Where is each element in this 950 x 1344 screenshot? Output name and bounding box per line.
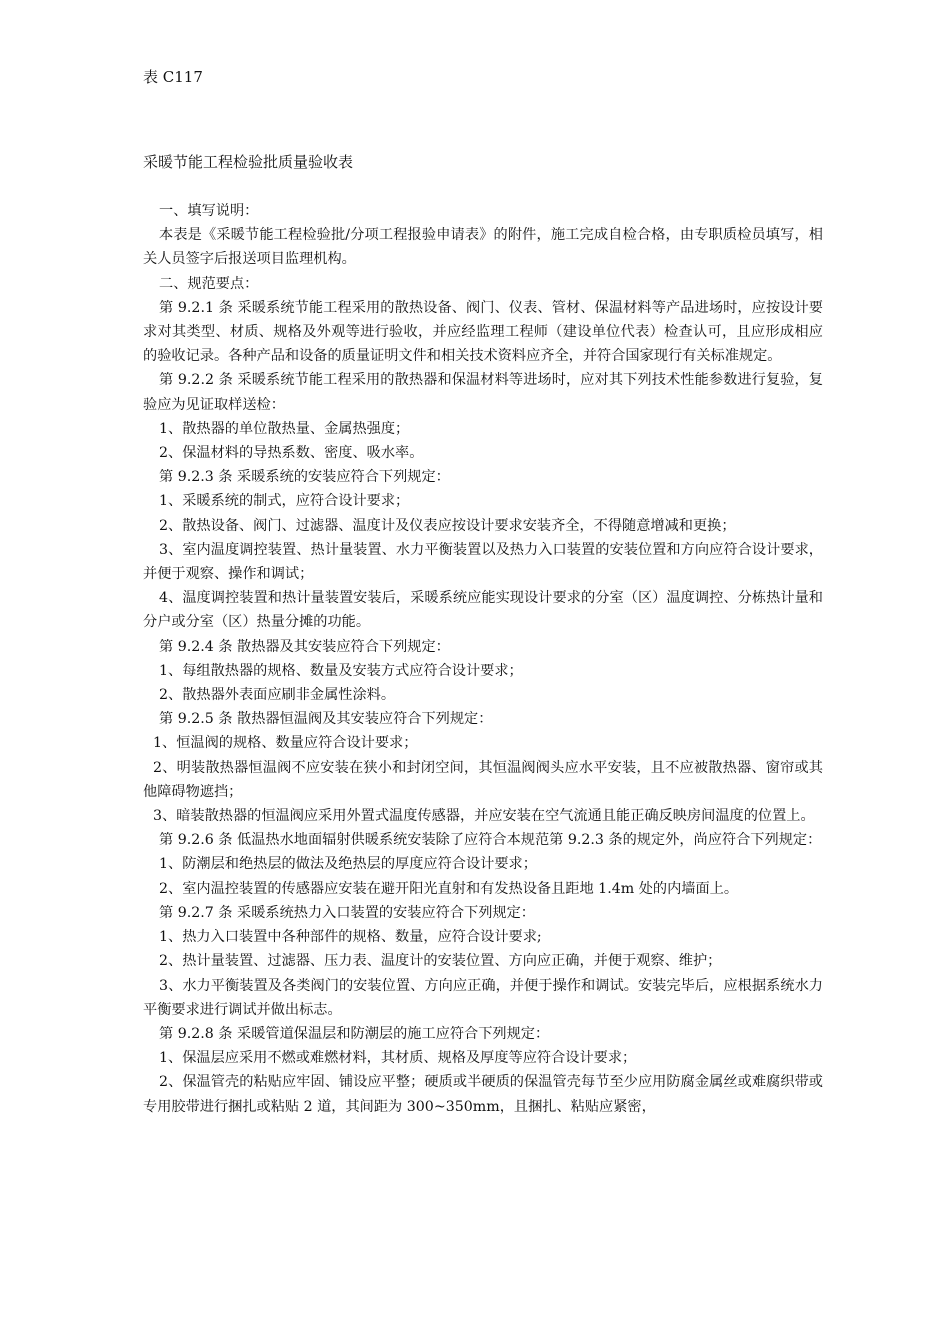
clause-9-2-6: 第 9.2.6 条 低温热水地面辐射供暖系统安装除了应符合本规范第 9.2.3 条的规定外，尚应符合下列规定： <box>159 832 822 849</box>
clause-item: 2、散热设备、阀门、过滤器、温度计及仪表应按设计要求安装齐全，不得随意增减和更换； <box>159 517 736 534</box>
clause-item: 2、保温材料的导热系数、密度、吸水率。 <box>159 445 424 462</box>
clause-9-2-8: 第 9.2.8 条 采暖管道保温层和防潮层的施工应符合下列规定： <box>159 1025 550 1042</box>
instructions-paragraph: 本表是《采暖节能工程检验批/分项工程报验申请表》的附件，施工完成自检合格，由专职质检员填写，相关人员签字后报送项目监理机构。 <box>143 227 823 268</box>
clause-item: 1、采暖系统的制式，应符合设计要求； <box>159 493 410 510</box>
clause-9-2-4: 第 9.2.4 条 散热器及其安装应符合下列规定： <box>159 638 450 655</box>
clause-item: 2、散热器外表面应刷非金属性涂料。 <box>159 687 396 704</box>
clause-9-2-2: 第 9.2.2 条 采暖系统节能工程采用的散热器和保温材料等进场时，应对其下列技术性能参数进行复验，复验应为见证取样送检： <box>143 372 823 413</box>
section-heading-instructions: 一、填写说明： <box>159 203 259 219</box>
clause-item: 1、恒温阀的规格、数量应符合设计要求； <box>153 735 418 752</box>
clause-item: 1、热力入口装置中各种部件的规格、数量，应符合设计要求; <box>159 929 542 946</box>
clause-item: 1、散热器的单位散热量、金属热强度； <box>159 420 410 437</box>
document-body <box>143 199 823 1119</box>
section-heading-key-points: 二、规范要点： <box>159 275 259 292</box>
clause-item: 3、室内温度调控装置、热计量装置、水力平衡装置以及热力入口装置的安装位置和方向应符合设计要求，并便于观察、操作和调试； <box>143 541 823 583</box>
form-code: 表 C117 <box>143 68 203 86</box>
clause-item: 3、水力平衡装置及各类阀门的安装位置、方向应正确，并便于操作和调试。安装完毕后，应根据系统水力平衡要求进行调试并做出标志。 <box>143 977 823 1018</box>
clause-item: 2、室内温控装置的传感器应安装在避开阳光直射和有发热设备且距地 1.4m 处的内墙面上。 <box>159 880 739 897</box>
clause-item: 1、防潮层和绝热层的做法及绝热层的厚度应符合设计要求； <box>159 856 537 873</box>
clause-item: 2、热计量装置、过滤器、压力表、温度计的安装位置、方向应正确，并便于观察、维护； <box>159 953 722 970</box>
clause-item: 1、每组散热器的规格、数量及安装方式应符合设计要求； <box>159 662 523 679</box>
clause-item: 2、保温管壳的粘贴应牢固、铺设应平整；硬质或半硬质的保温管壳每节至少应用防腐金属丝或难腐织带或专用胶带进行捆扎或粘贴 2 道，其间距为 300~350mm，且捆扎、粘贴应紧密， <box>143 1074 823 1115</box>
document-title: 采暖节能工程检验批质量验收表 <box>143 153 354 171</box>
clause-item: 2、明装散热器恒温阀不应安装在狭小和封闭空间，其恒温阀阀头应水平安装，且不应被散热器、窗帘或其他障碍物遮挡； <box>143 759 823 800</box>
clause-item: 3、暗装散热器的恒温阀应采用外置式温度传感器，并应安装在空气流通且能正确反映房间温度的位置上。 <box>153 808 815 825</box>
clause-9-2-3: 第 9.2.3 条 采暖系统的安装应符合下列规定： <box>159 469 450 486</box>
clause-9-2-5: 第 9.2.5 条 散热器恒温阀及其安装应符合下列规定： <box>159 711 493 728</box>
clause-9-2-1: 第 9.2.1 条 采暖系统节能工程采用的散热设备、阀门、仪表、管材、保温材料等产品进场时，应按设计要求对其类型、材质、规格及外观等进行验收，并应经监理工程师（建设单位代表）检查认可，且应形成相应的验收记录。各种产品和设备的质量证明文件和相关技术资料应齐全，并符合国家现行有关标准规定。 <box>143 299 823 365</box>
clause-item: 1、保温层应采用不燃或难燃材料，其材质、规格及厚度等应符合设计要求； <box>159 1050 637 1067</box>
clause-item: 4、温度调控装置和热计量装置安装后，采暖系统应能实现设计要求的分室（区）温度调控、分栋热计量和分户或分室（区）热量分摊的功能。 <box>143 590 823 631</box>
clause-9-2-7: 第 9.2.7 条 采暖系统热力入口装置的安装应符合下列规定： <box>159 904 535 921</box>
